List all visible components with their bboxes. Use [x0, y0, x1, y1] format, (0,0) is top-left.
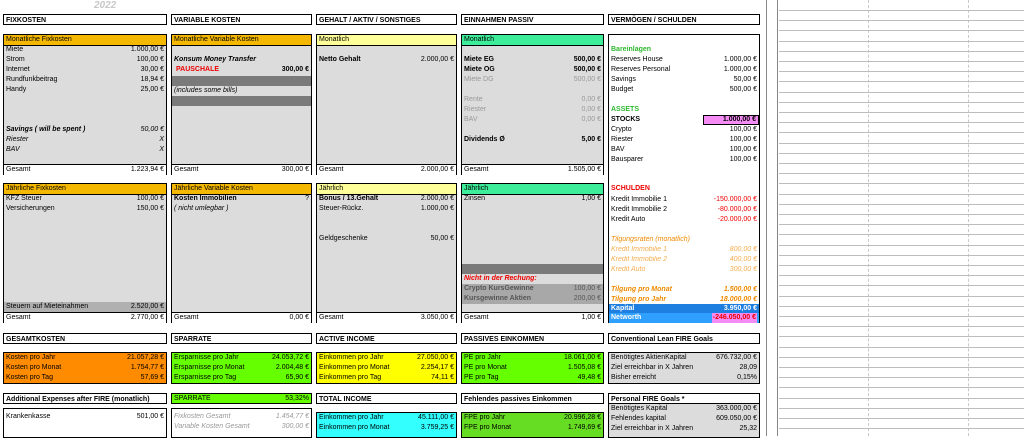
pf-row: Benötigtes Kapital 363.000,00 €: [611, 405, 757, 412]
kapital-row: Kapital 3.950,00 €: [611, 305, 757, 312]
bav-row: BAV X: [6, 146, 164, 153]
tilgung-jahr-row: Tilgung pro Jahr 18.000,00 €: [611, 296, 757, 303]
grid-row-line: [779, 163, 1024, 164]
crypto-gewinne-row: Crypto KursGewinne 100,00 €: [464, 285, 601, 292]
schulden-row: Kredit Auto -20.000,00 €: [611, 216, 757, 223]
header-passives-einkommen: PASSIVES EINKOMMEN: [461, 333, 604, 344]
bareinlagen-title: Bareinlagen: [611, 46, 652, 53]
steuer-rueckz-row: Steuer-Rückz. 1.000,00 €: [319, 205, 454, 212]
grid-row-line: [779, 71, 1024, 72]
grid-row-line: [779, 296, 1024, 297]
page-break-line: [868, 0, 869, 436]
header-fixkosten: FIXKOSTEN: [3, 14, 167, 25]
var-separator: [172, 96, 311, 106]
grid-row-line: [779, 61, 1024, 62]
grid-row-line: [779, 92, 1024, 93]
grid-row-line: [779, 112, 1024, 113]
nicht-rechnung-note: Nicht in der Rechung:: [464, 275, 537, 282]
networth-row: Networth -246.050,00 €: [609, 313, 759, 323]
sparrate-block: [171, 352, 312, 384]
fix-yearly-panel: [3, 183, 167, 323]
grid-row-line: [779, 234, 1024, 235]
fix-yearly-row: KFZ Steuer 100,00 €: [6, 195, 164, 202]
passives-einkommen-block: [461, 352, 604, 384]
total-income-block: [316, 412, 457, 438]
var-separator: [172, 76, 311, 86]
grid-row-line: [779, 347, 1024, 348]
fix-yearly-row: Versicherungen 150,00 €: [6, 205, 164, 212]
sr-row: Ersparnisse pro Monat 2.004,48 €: [174, 364, 309, 371]
gk-row: Kosten pro Tag 57,69 €: [6, 374, 164, 381]
var-yearly-title: Jährliche Variable Kosten: [172, 184, 311, 195]
fix-monthly-panel: [3, 34, 167, 175]
fix-row: Strom 100,00 €: [6, 56, 164, 63]
grid-row-line: [779, 10, 1024, 11]
grid-row-line: [779, 214, 1024, 215]
grid-row-line: [779, 285, 1024, 286]
grid-row-line: [779, 102, 1024, 103]
fix-row: Rundfunkbeitrag 18,94 €: [6, 76, 164, 83]
var-yearly-panel: [171, 183, 312, 323]
assets-title: ASSETS: [611, 106, 640, 113]
var-gesamt-row: Variable Kosten Gesamt 300,00 €: [174, 423, 309, 430]
tilgung-row: Kredit Auto 300,00 €: [611, 266, 757, 273]
bonus-row: Bonus / 13.Gehalt 2.000,00 €: [319, 195, 454, 202]
fix-row: Handy 25,00 €: [6, 86, 164, 93]
active-income-block: [316, 352, 457, 384]
grid-row-line: [779, 204, 1024, 205]
grid-row-line: [779, 275, 1024, 276]
personal-fire-block: [608, 403, 760, 438]
konsum-row: Konsum Money Transfer: [174, 56, 256, 63]
rente-row: Rente 0,00 €: [464, 96, 601, 103]
var-monthly-title: Monatliche Variable Kosten: [172, 35, 311, 46]
riester-row: Riester 0,00 €: [464, 106, 601, 113]
grid-row-line: [779, 143, 1024, 144]
grid-row-line: [779, 418, 1024, 419]
header-sparrate: SPARRATE: [171, 333, 312, 344]
geldgeschenke-row: Geldgeschenke 50,00 €: [319, 235, 454, 242]
passiv-yearly-title: Jährlich: [462, 184, 603, 195]
ti-row: Einkommen pro Jahr 45.111,00 €: [319, 414, 454, 421]
sr-row: Ersparnisse pro Tag 65,90 €: [174, 374, 309, 381]
grid-row-line: [779, 224, 1024, 225]
kursgewinne-row: Kursgewinne Aktien 200,00 €: [464, 295, 601, 302]
var-monthly-total: Gesamt 300,00 €: [174, 166, 309, 173]
grid-row-line: [779, 20, 1024, 21]
schulden-title: SCHULDEN: [611, 185, 650, 192]
tilgung-monat-row: Tilgung pro Monat 1.500,00 €: [611, 286, 757, 293]
fix-yearly-total: Gesamt 2.770,00 €: [6, 314, 164, 321]
header-total-income: TOTAL INCOME: [316, 393, 457, 404]
grid-row-line: [779, 51, 1024, 52]
header-personal-fire: Personal FIRE Goals *: [608, 393, 760, 404]
sheet-divider: [766, 0, 767, 436]
gehalt-yearly-panel: [316, 183, 457, 323]
nicht-umlegbar-row: ( nicht umlegbar ): [174, 205, 229, 212]
vermoegen-panel: [608, 34, 760, 323]
var-monthly-panel: [171, 34, 312, 175]
fpe-row: FPE pro Jahr 20.996,28 €: [464, 414, 601, 421]
grid-row-line: [779, 183, 1024, 184]
grid-row-line: [779, 357, 1024, 358]
kosten-immobilien-row: Kosten Immobilien ?: [174, 195, 309, 202]
miete-row: Miete DG 500,00 €: [464, 76, 601, 83]
gehalt-monthly-title: Monatlich: [317, 35, 456, 46]
header-additional-expenses: Additional Expenses after FIRE (monatlich): [3, 393, 167, 404]
grid-row-line: [779, 306, 1024, 307]
grid-row-line: [779, 122, 1024, 123]
sheet-divider: [777, 0, 778, 436]
passiv-yearly-panel: [461, 183, 604, 323]
pauschale-row: PAUSCHALE 300,00 €: [176, 66, 309, 73]
header-vermoegen: VERMÖGEN / SCHULDEN: [608, 14, 760, 25]
dividends-row: Dividends Ø 5,00 €: [464, 136, 601, 143]
grid-row-line: [779, 428, 1024, 429]
bareinlage-row: Reserves Personal 1.000,00 €: [611, 66, 757, 73]
bav-row: BAV 0,00 €: [464, 116, 601, 123]
tilgung-title: Tilgungsraten (monatlich): [611, 236, 690, 243]
grid-row-line: [779, 408, 1024, 409]
bareinlage-row: Savings 50,00 €: [611, 76, 757, 83]
ai-row: Einkommen pro Jahr 27.050,00 €: [319, 354, 454, 361]
fix-monthly-title: Monatliche Fixkosten: [4, 35, 166, 46]
krankenkasse-row: Krankenkasse 501,00 €: [6, 413, 164, 420]
grid-row-line: [779, 81, 1024, 82]
schulden-row: Kredit Immobilie 2 -80.000,00 €: [611, 206, 757, 213]
bareinlage-row: Reserves House 1.000,00 €: [611, 56, 757, 63]
gehalt-yearly-total: Gesamt 3.050,00 €: [319, 314, 454, 321]
gk-row: Kosten pro Jahr 21.057,28 €: [6, 354, 164, 361]
gehalt-monthly-total: Gesamt 2.000,00 €: [319, 166, 454, 173]
sparrate-percent-header: [171, 393, 312, 404]
schulden-row: Kredit Immobilie 1 -150.000,00 €: [611, 196, 757, 203]
passiv-monthly-panel: [461, 34, 604, 175]
grid-row-line: [779, 132, 1024, 133]
grid-row-line: [779, 377, 1024, 378]
fix-gesamt-row: Fixkosten Gesamt 1.454,77 €: [174, 413, 309, 420]
header-variable-kosten: VARIABLE KOSTEN: [171, 14, 312, 25]
tilgung-row: Kredit Immobilie 1 800,00 €: [611, 246, 757, 253]
lf-row: Bisher erreicht 0,15%: [611, 374, 757, 381]
stocks-row: STOCKS 1.000,00 €: [609, 115, 759, 125]
ai-row: Einkommen pro Tag 74,11 €: [319, 374, 454, 381]
passiv-monthly-total: Gesamt 1.505,00 €: [464, 166, 601, 173]
grid-row-line: [779, 194, 1024, 195]
header-lean-fire: Conventional Lean FIRE Goals: [608, 333, 760, 344]
lf-row: Benötigtes AktienKapital 676.732,00 €: [611, 354, 757, 361]
passiv-monthly-title: Monatlich: [462, 35, 603, 46]
grid-row-line: [779, 173, 1024, 174]
grid-row-line: [779, 41, 1024, 42]
miete-row: Miete EG 500,00 €: [464, 56, 601, 63]
fix-row: Internet 30,00 €: [6, 66, 164, 73]
header-fehlendes-einkommen: Fehlendes passives Einkommen: [461, 393, 604, 404]
gesamtkosten-block: [3, 352, 167, 384]
grid-row-line: [779, 398, 1024, 399]
ai-row: Einkommen pro Monat 2.254,17 €: [319, 364, 454, 371]
fpe-block: [461, 412, 604, 438]
page-break-line: [968, 0, 969, 436]
sparrate-detail-block: [171, 408, 312, 438]
grid-row-line: [779, 336, 1024, 337]
miete-row: Miete OG 500,00 €: [464, 66, 601, 73]
var-yearly-total: Gesamt 0,00 €: [174, 314, 309, 321]
grid-row-line: [779, 30, 1024, 31]
asset-row: BAV 100,00 €: [611, 146, 757, 153]
tilgung-row: Kredit Immobilie 2 400,00 €: [611, 256, 757, 263]
grid-row-line: [779, 387, 1024, 388]
sr-row: Ersparnisse pro Jahr 24.053,72 €: [174, 354, 309, 361]
asset-row: Riester 100,00 €: [611, 136, 757, 143]
includes-row: (includes some bills): [174, 87, 238, 94]
grid-row-line: [779, 245, 1024, 246]
pf-row: Ziel erreichbar in X Jahren 25,32: [611, 425, 757, 432]
asset-row: Bausparer 100,00 €: [611, 156, 757, 163]
passiv-yearly-total: Gesamt 1,00 €: [464, 314, 601, 321]
ti-row: Einkommen pro Monat 3.759,25 €: [319, 424, 454, 431]
fpe-row: FPE pro Monat 1.749,69 €: [464, 424, 601, 431]
asset-row: Crypto 100,00 €: [611, 126, 757, 133]
header-einnahmen-passiv: EINNAHMEN PASSIV: [461, 14, 604, 25]
sparrate-percent-row: SPARRATE 53,32%: [174, 395, 309, 402]
fix-monthly-total: Gesamt 1.223,94 €: [6, 166, 164, 173]
netto-row: Netto Gehalt 2.000,00 €: [319, 56, 454, 63]
pe-row: PE pro Jahr 18.061,00 €: [464, 354, 601, 361]
grid-row-line: [779, 316, 1024, 317]
gehalt-monthly-panel: [316, 34, 457, 175]
pe-row: PE pro Monat 1.505,08 €: [464, 364, 601, 371]
riester-row: Riester X: [6, 136, 164, 143]
gehalt-yearly-title: Jährlich: [317, 184, 456, 195]
additional-block: [3, 408, 167, 438]
steuer-row: Steuern auf Mieteinahmen 2.520,00 €: [6, 303, 164, 310]
bareinlage-row: Budget 500,00 €: [611, 86, 757, 93]
grid-row-line: [779, 153, 1024, 154]
year-label: 2022: [94, 0, 117, 11]
passiv-separator: [462, 264, 603, 274]
fix-yearly-title: Jährliche Fixkosten: [4, 184, 166, 195]
header-gehalt: GEHALT / AKTIV / SONSTIGES: [316, 14, 457, 25]
grid-row-line: [779, 326, 1024, 327]
pf-row: Fehlendes kapital 609.050,00 €: [611, 415, 757, 422]
pe-row: PE pro Tag 49,48 €: [464, 374, 601, 381]
lf-row: Ziel erreichbar in X Jahren 28,09: [611, 364, 757, 371]
gk-row: Kosten pro Monat 1.754,77 €: [6, 364, 164, 371]
header-gesamtkosten: GESAMTKOSTEN: [3, 333, 167, 344]
zinsen-row: Zinsen 1,00 €: [464, 195, 601, 202]
lean-fire-block: [608, 352, 760, 384]
grid-row-line: [779, 265, 1024, 266]
grid-row-line: [779, 255, 1024, 256]
savings-row: Savings ( will be spent ) 50,00 €: [6, 126, 164, 133]
grid-row-line: [779, 367, 1024, 368]
fix-row: Miete 1.000,00 €: [6, 46, 164, 53]
header-active-income: ACTIVE INCOME: [316, 333, 457, 344]
